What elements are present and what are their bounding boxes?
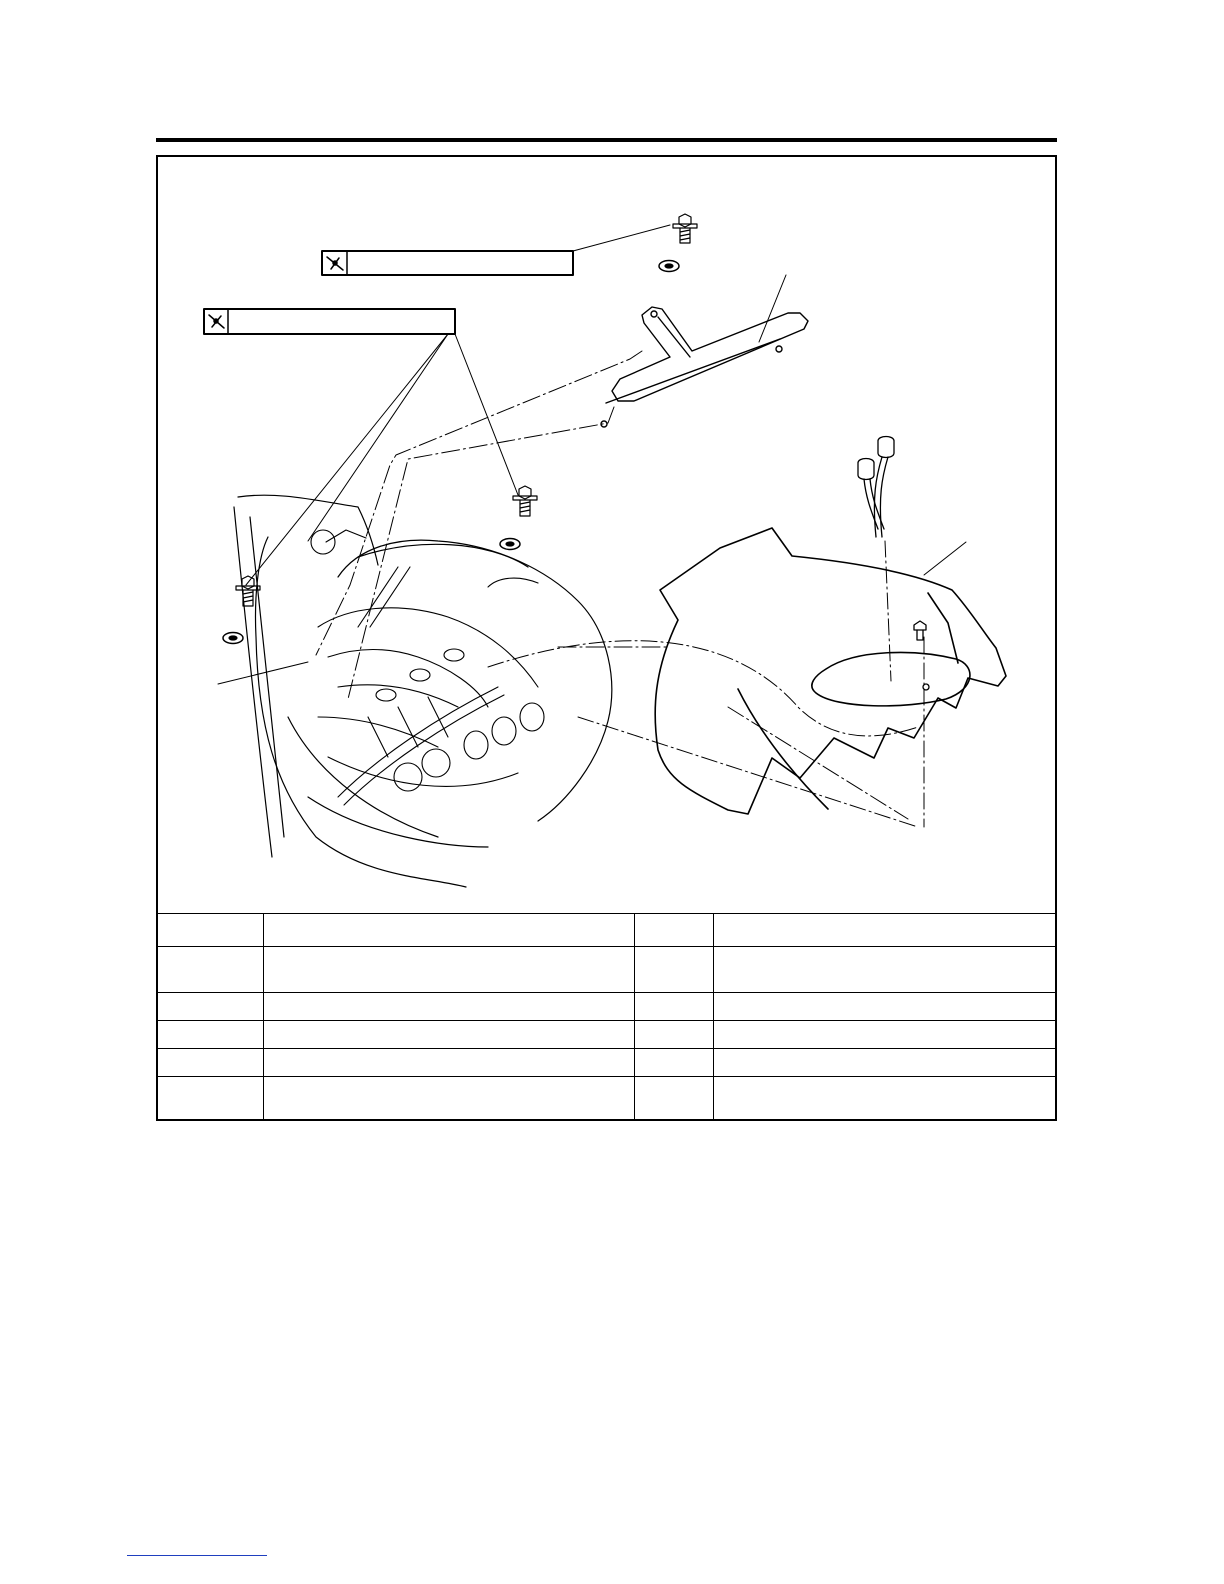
engine-assembly <box>311 530 544 805</box>
cell-job <box>264 947 635 993</box>
table-row <box>158 914 1055 947</box>
exploded-view-illustration <box>158 157 1055 913</box>
cell-remarks <box>714 993 1056 1021</box>
parts-table <box>158 913 1055 1120</box>
figure-frame <box>156 155 1057 1121</box>
cell-qty <box>635 1021 714 1049</box>
cell-order <box>158 1077 264 1120</box>
screw-tank <box>914 621 929 690</box>
table-row <box>158 947 1055 993</box>
header-rule <box>156 138 1057 142</box>
table-row <box>158 1049 1055 1077</box>
cell-order <box>158 993 264 1021</box>
cell-qty <box>635 1049 714 1077</box>
washer-upper <box>659 261 679 272</box>
bolt-upper <box>673 214 697 243</box>
cell-order <box>158 947 264 993</box>
leader-lines <box>218 225 966 684</box>
cell-qty <box>635 1077 714 1120</box>
bracket-stay <box>601 307 808 427</box>
washer-middle <box>500 539 520 550</box>
phantom-lines <box>316 351 908 819</box>
tank-phantom-lines <box>488 541 924 827</box>
table-row <box>158 993 1055 1021</box>
cell-order <box>158 914 264 947</box>
cell-order <box>158 1049 264 1077</box>
cell-job <box>264 914 635 947</box>
cell-remarks <box>714 1049 1056 1077</box>
cell-remarks <box>714 947 1056 993</box>
torque-box-upper <box>322 251 573 275</box>
cell-job <box>264 1021 635 1049</box>
cell-qty <box>635 914 714 947</box>
cell-remarks <box>714 914 1056 947</box>
table-row <box>158 1077 1055 1120</box>
cell-remarks <box>714 1077 1056 1120</box>
cell-qty <box>635 947 714 993</box>
washer-left <box>223 633 243 644</box>
torque-wrench-icon <box>327 257 343 270</box>
cell-job <box>264 993 635 1021</box>
footer-link-underline[interactable] <box>127 1555 267 1556</box>
cell-job <box>264 1077 635 1120</box>
cell-order <box>158 1021 264 1049</box>
motorcycle-frame <box>234 495 612 887</box>
torque-wrench-icon <box>209 315 224 328</box>
table-row <box>158 1021 1055 1049</box>
cell-qty <box>635 993 714 1021</box>
cell-remarks <box>714 1021 1056 1049</box>
cell-job <box>264 1049 635 1077</box>
wire-couplers <box>858 437 894 538</box>
torque-box-lower <box>204 309 455 334</box>
